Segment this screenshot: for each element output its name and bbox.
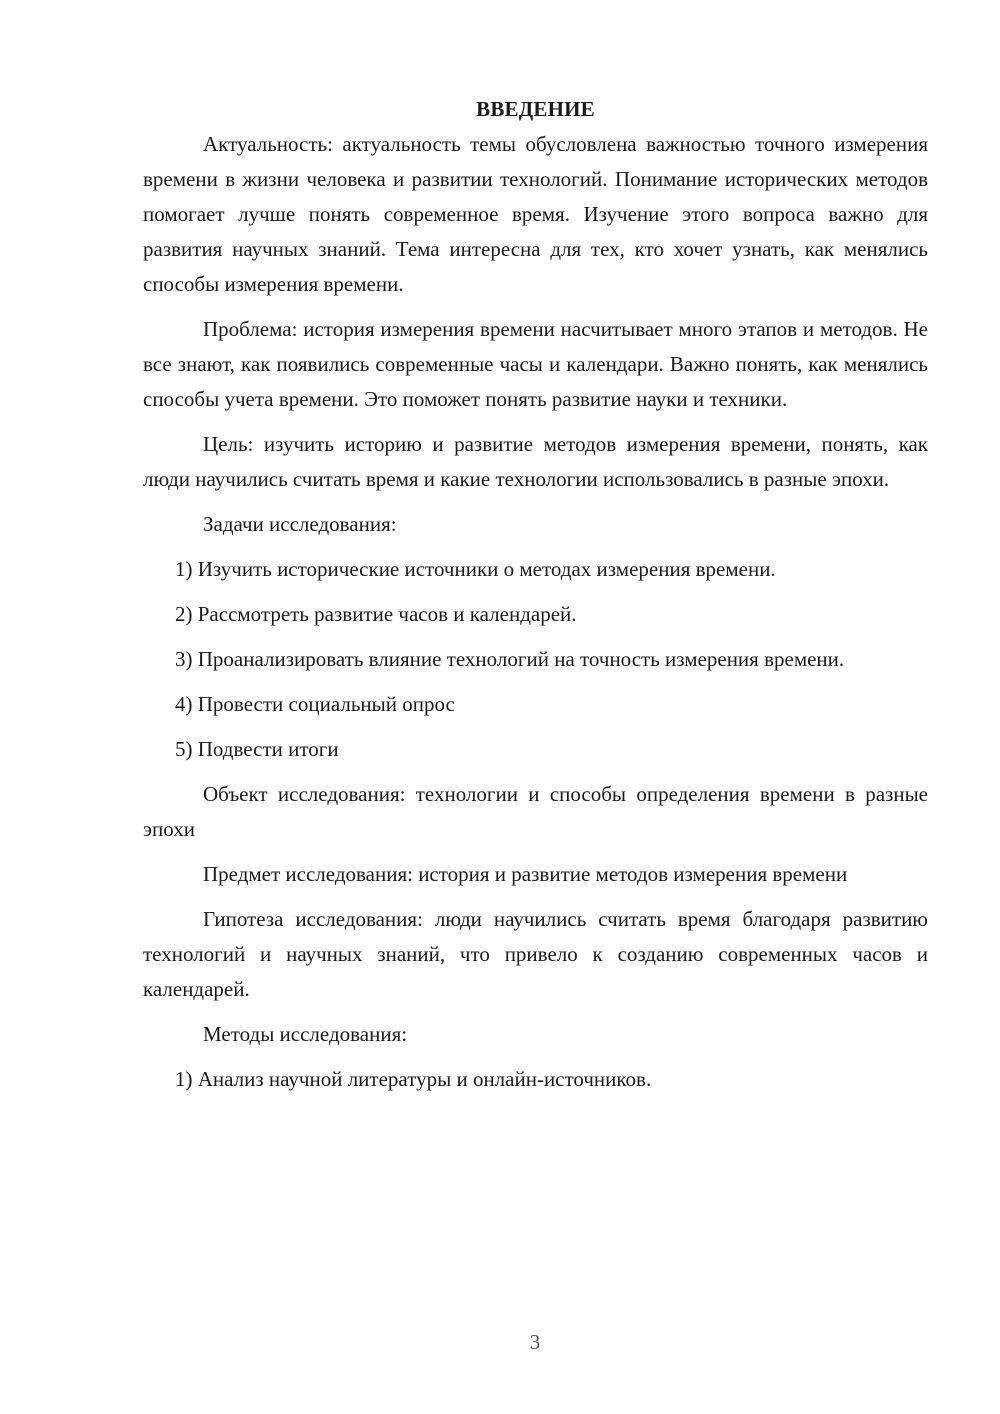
paragraph-hypothesis: Гипотеза исследования: люди научились считать время благодаря развитию технологий и научных знаний, что привело к созданию современных часов и календарей.	[143, 907, 928, 1001]
task-item-2: 2) Рассмотреть развитие часов и календарей.	[175, 602, 577, 626]
paragraph-goal: Цель: изучить историю и развитие методов измерения времени, понять, как люди научились считать время и какие технологии использовались в разные эпохи.	[143, 432, 928, 491]
methods-heading: Методы исследования:	[203, 1022, 408, 1046]
paragraph-subject: Предмет исследования: история и развитие методов измерения времени	[203, 862, 848, 886]
page-number: 3	[529, 1330, 541, 1354]
paragraph-problem: Проблема: история измерения времени насчитывает много этапов и методов. Не все знают, как появились современные часы и календари. Важно понять, как менялись способы учета времени. Это поможет понять развитие науки и техники.	[143, 317, 928, 411]
paragraph-object: Объект исследования: технологии и способы определения времени в разные эпохи	[143, 782, 928, 841]
paragraph-relevance: Актуальность: актуальность темы обусловлена важностью точного измерения времени в жизни человека и развитии технологий. Понимание исторических методов помогает лучше понять современное время. Изучение этого вопроса важно для развития научных знаний. Тема интересна для тех, кто хочет узнать, как менялись способы измерения времени.	[143, 132, 928, 296]
section-title: ВВЕДЕНИЕ	[476, 97, 595, 121]
tasks-heading: Задачи исследования:	[203, 512, 397, 536]
task-item-4: 4) Провести социальный опрос	[175, 692, 455, 716]
task-item-1: 1) Изучить исторические источники о методах измерения времени.	[175, 557, 776, 581]
task-item-3: 3) Проанализировать влияние технологий на точность измерения времени.	[175, 647, 845, 671]
document-page	[143, 92, 928, 1107]
method-item-1: 1) Анализ научной литературы и онлайн-источников.	[175, 1067, 652, 1091]
task-item-5: 5) Подвести итоги	[175, 737, 339, 761]
